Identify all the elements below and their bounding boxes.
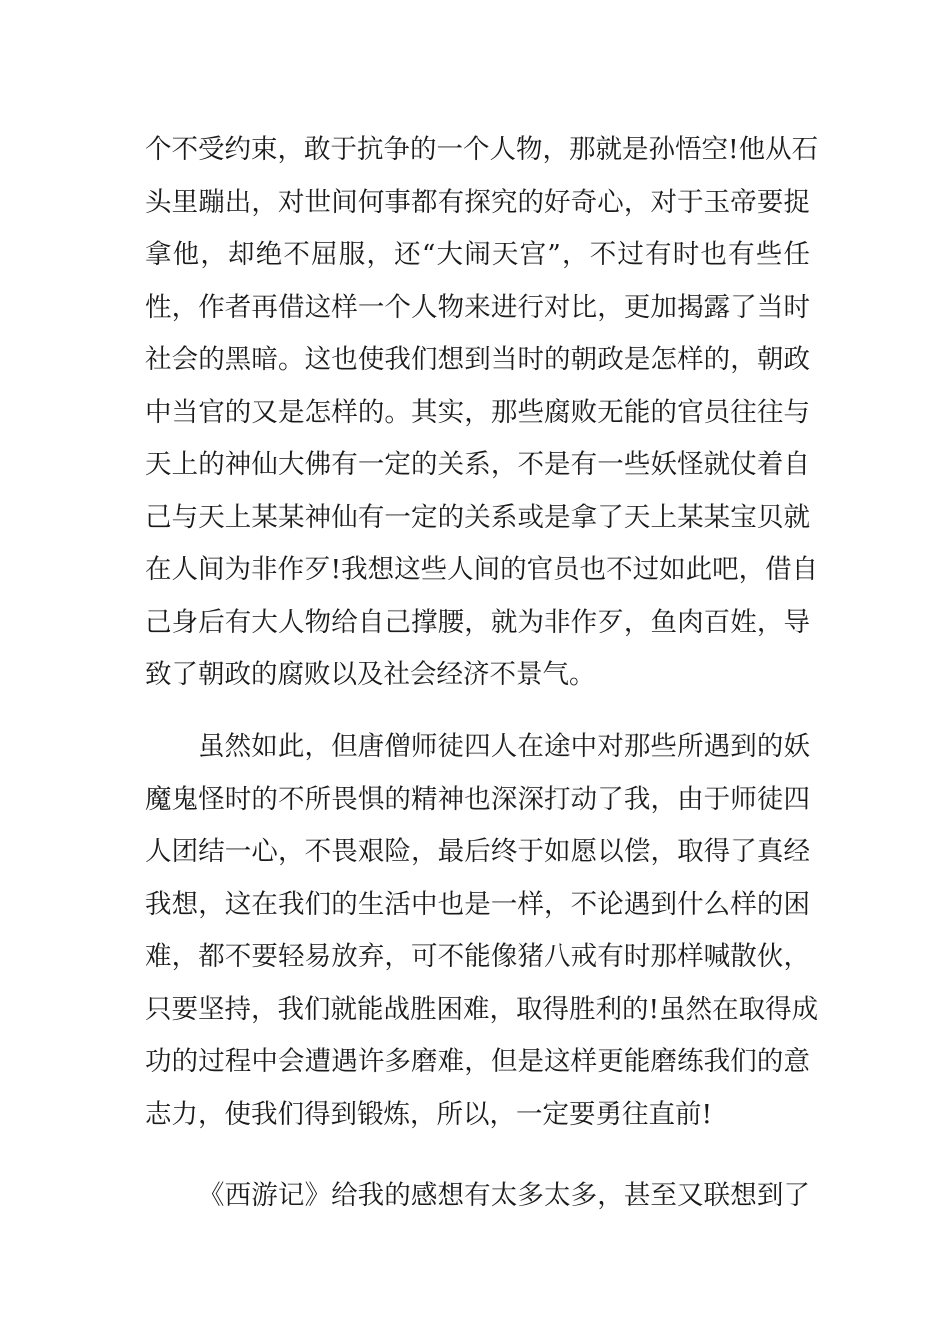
text-line: 天上的神仙大佛有一定的关系，不是有一些妖怪就仗着自 — [145, 449, 810, 480]
text-line: 魔鬼怪时的不所畏惧的精神也深深打动了我，由于师徒四 — [145, 783, 810, 815]
text-line: 己与天上某某神仙有一定的关系或是拿了天上某某宝贝就 — [145, 501, 810, 533]
paragraph-3 — [145, 1170, 810, 1223]
text-line: 难，都不要轻易放弃，可不能像猪八戒有时那样喊散伙， — [145, 941, 810, 972]
text-line: 己身后有大人物给自己撑腰，就为非作歹，鱼肉百姓，导 — [145, 606, 810, 638]
text-line: 致了朝政的腐败以及社会经济不景气。 — [145, 659, 596, 690]
text-line: 人团结一心，不畏艰险，最后终于如愿以偿，取得了真经 — [145, 836, 810, 867]
text-line: 志力，使我们得到锻炼，所以，一定要勇往直前! — [145, 1098, 713, 1130]
text-line: 功的过程中会遭遇许多磨难，但是这样更能磨练我们的意 — [145, 1046, 810, 1077]
text-line: 在人间为非作歹!我想这些人间的官员也不过如此吧，借自 — [145, 554, 819, 585]
text-line: 个不受约束，敢于抗争的一个人物，那就是孙悟空!他从石 — [145, 134, 819, 165]
text-line: 只要坚持，我们就能战胜困难，取得胜利的!虽然在取得成 — [145, 993, 819, 1025]
text-line: 虽然如此，但唐僧师徒四人在途中对那些所遇到的妖 — [198, 731, 810, 762]
text-line: 中当官的又是怎样的。其实，那些腐败无能的官员往往与 — [145, 396, 810, 428]
text-line: 社会的黑暗。这也使我们想到当时的朝政是怎样的，朝政 — [145, 344, 810, 375]
text-line: 性，作者再借这样一个人物来进行对比，更加揭露了当时 — [145, 291, 810, 323]
paragraph-2 — [145, 721, 819, 1141]
paragraph-1 — [145, 124, 819, 702]
text-line: 拿他，却绝不屈服，还“大闹天宫”，不过有时也有些任 — [145, 239, 810, 270]
text-line: 头里蹦出，对世间何事都有探究的好奇心，对于玉帝要捉 — [145, 186, 810, 218]
text-line: 《西游记》给我的感想有太多太多，甚至又联想到了 — [198, 1180, 810, 1211]
text-line: 我想，这在我们的生活中也是一样，不论遇到什么样的困 — [145, 888, 810, 920]
